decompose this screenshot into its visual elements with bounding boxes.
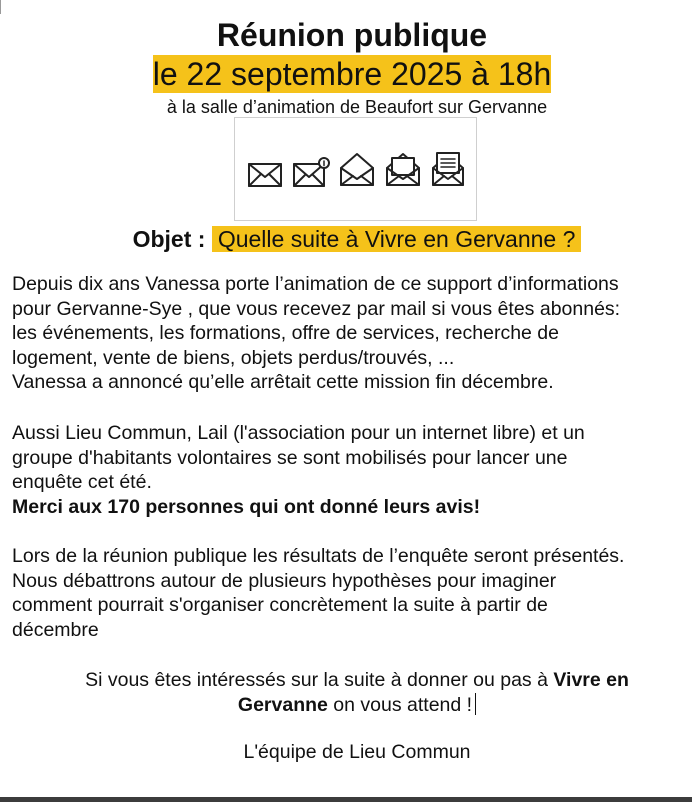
paragraph-line: décembre [12,618,99,641]
closing-text: on vous attend ! [327,694,473,716]
paragraph-line: pour Gervanne-Sye , que vous recevez par mail si vous êtes abonnés: [12,297,621,320]
date-container [0,55,692,93]
closing-line-1 [0,668,692,693]
text-cursor [475,693,476,715]
closing-text: Si vous êtes intéressés sur la suite à donner ou pas à [85,669,554,691]
paragraph-line: Depuis dix ans Vanessa porte l’animation de ce support d’informations [12,273,619,295]
envelope-open-icon [341,154,373,185]
mail-icons-image [234,117,477,221]
closing-bold: Vivre en [553,669,629,691]
envelope-open-document-icon [433,153,463,185]
paragraph-line: Nous débattrons autour de plusieurs hypothèses pour imaginer [12,569,557,592]
mail-icons-svg [235,118,478,222]
bottom-edge-bar [0,797,692,802]
envelope-notification-icon [294,158,329,186]
envelope-open-letter-icon [387,154,419,185]
paragraph-line: Aussi Lieu Commun, Lail (l'association pour un internet libre) et un [12,422,585,444]
closing-bold: Gervanne [237,694,328,716]
subject-text: Quelle suite à Vivre en Gervanne ? [212,226,582,252]
paragraph-line: groupe d'habitants volontaires se sont mobilisés pour lancer une [12,446,568,469]
paragraph-line: Vanessa a annoncé qu’elle arrêtait cette mission fin décembre. [12,371,554,393]
paragraph-line: Lors de la réunion publique les résultats de l’enquête seront présentés. [12,545,625,567]
page-title: Réunion publique [216,17,488,53]
closing-line-2 [0,693,692,718]
event-date: le 22 septembre 2025 à 18h [152,56,552,92]
paragraph-line: enquête cet été. [12,471,152,493]
paragraph-intro [12,272,692,395]
paragraph-line: logement, vente de biens, objets perdus/trouvés, ... [12,346,455,369]
envelope-closed-icon [249,164,281,186]
paragraph-survey [12,421,692,519]
event-venue: à la salle d’animation de Beaufort sur Gervanne [166,97,548,117]
margin-marker [0,0,1,14]
paragraph-line: les événements, les formations, offre de services, recherche de [12,322,559,344]
paragraph-line: comment pourrait s'organiser concrètement la suite à partir de [12,594,548,616]
subject-line [0,224,692,254]
closing-paragraph [0,668,692,718]
thanks-line: Merci aux 170 personnes qui ont donné leurs avis! [12,495,481,518]
signature: L'équipe de Lieu Commun [243,741,471,763]
paragraph-meeting [12,544,692,642]
subject-label: Objet : [132,226,206,252]
